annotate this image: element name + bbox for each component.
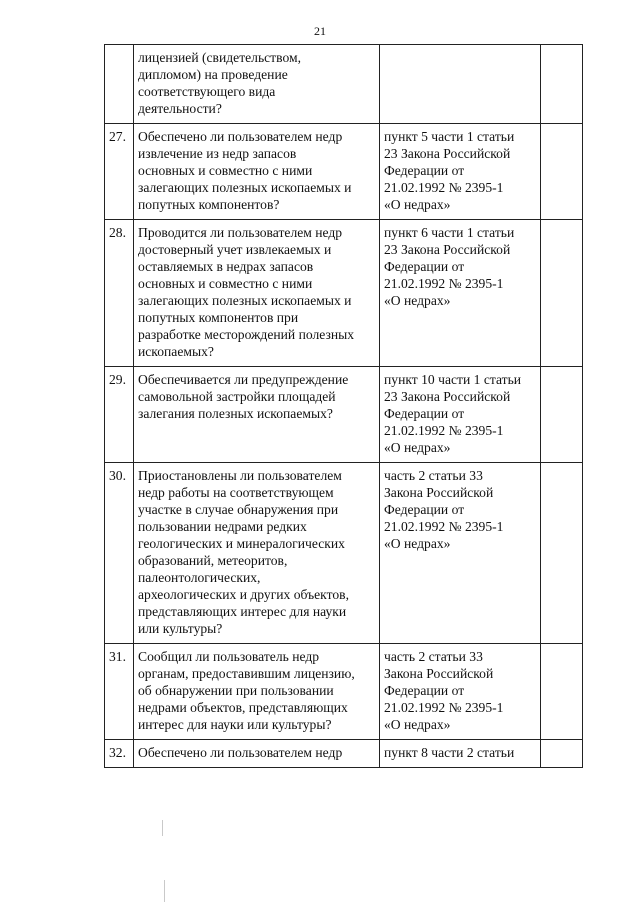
scan-artifact <box>162 820 163 836</box>
scan-artifact <box>164 880 165 902</box>
legal-reference-cell: пункт 8 части 2 статьи <box>380 740 541 768</box>
answer-cell <box>541 45 583 124</box>
answer-cell <box>541 644 583 740</box>
question-cell: Проводится ли пользователем недр достоверный учет извлекаемых и оставляемых в недрах запасов основных и совместно с ними залегающих полезных ископаемых и попутных компонентов при разработке месторождений полезных ископаемых? <box>134 220 380 367</box>
table-row <box>105 367 583 463</box>
question-cell: Сообщил ли пользователь недр органам, предоставившим лицензию, об обнаружении при пользовании недрами объектов, представляющих интерес для науки или культуры? <box>134 644 380 740</box>
legal-reference-cell: часть 2 статьи 33 Закона Российской Федерации от 21.02.1992 № 2395-1 «О недрах» <box>380 644 541 740</box>
row-number-cell: 29. <box>105 367 134 463</box>
answer-cell <box>541 463 583 644</box>
table-row <box>105 45 583 124</box>
page-number: 21 <box>314 24 326 38</box>
row-number-cell <box>105 45 134 124</box>
question-cell: Обеспечено ли пользователем недр извлечение из недр запасов основных и совместно с ними залегающих полезных ископаемых и попутных компонентов? <box>134 124 380 220</box>
table-row <box>105 124 583 220</box>
answer-cell <box>541 740 583 768</box>
row-number-cell: 31. <box>105 644 134 740</box>
legal-reference-cell: пункт 6 части 1 статьи 23 Закона Российской Федерации от 21.02.1992 № 2395-1 «О недрах» <box>380 220 541 367</box>
answer-cell <box>541 220 583 367</box>
row-number-cell: 28. <box>105 220 134 367</box>
question-cell: лицензией (свидетельством, дипломом) на проведение соответствующего вида деятельности? <box>134 45 380 124</box>
checklist-body <box>105 45 583 768</box>
question-cell: Обеспечивается ли предупреждение самовольной застройки площадей залегания полезных ископаемых? <box>134 367 380 463</box>
answer-cell <box>541 124 583 220</box>
row-number-cell: 30. <box>105 463 134 644</box>
legal-reference-cell <box>380 45 541 124</box>
legal-reference-cell: пункт 10 части 1 статьи 23 Закона Российской Федерации от 21.02.1992 № 2395-1 «О недрах» <box>380 367 541 463</box>
table-row <box>105 644 583 740</box>
question-cell: Обеспечено ли пользователем недр <box>134 740 380 768</box>
row-number-cell: 32. <box>105 740 134 768</box>
answer-cell <box>541 367 583 463</box>
table-row <box>105 463 583 644</box>
checklist-table <box>104 44 583 768</box>
table-row <box>105 220 583 367</box>
row-number-cell: 27. <box>105 124 134 220</box>
legal-reference-cell: пункт 5 части 1 статьи 23 Закона Российской Федерации от 21.02.1992 № 2395-1 «О недрах» <box>380 124 541 220</box>
table-row <box>105 740 583 768</box>
question-cell: Приостановлены ли пользователем недр работы на соответствующем участке в случае обнаружения при пользовании недрами редких геологических и минералогических образований, метеоритов, палеонтологических, археологических и других объектов, представляющих интерес для науки или культуры? <box>134 463 380 644</box>
legal-reference-cell: часть 2 статьи 33 Закона Российской Федерации от 21.02.1992 № 2395-1 «О недрах» <box>380 463 541 644</box>
